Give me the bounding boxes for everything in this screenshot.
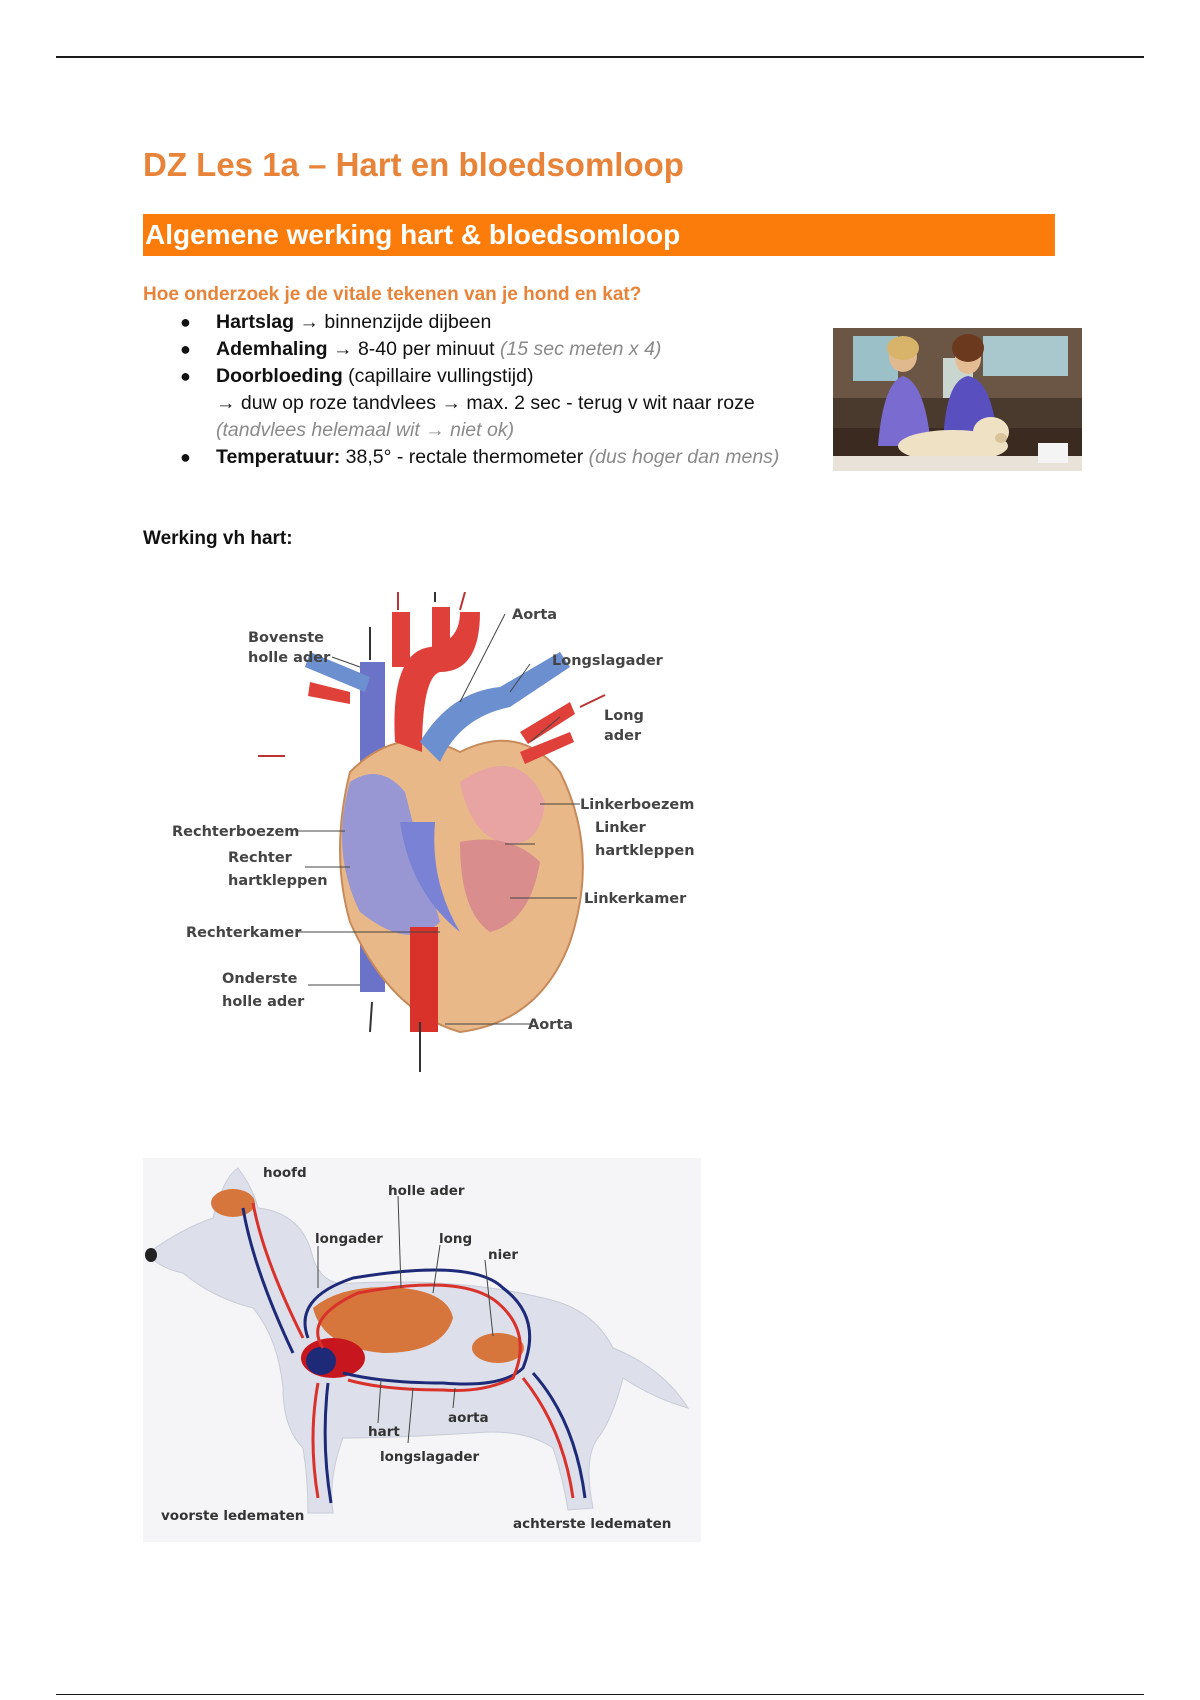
label-holle-ader: holle ader: [388, 1183, 465, 1199]
temperatuur-label: Temperatuur:: [216, 446, 341, 468]
label-longslagader: longslagader: [380, 1449, 480, 1465]
label-achterste-ledematen: achterste ledematen: [513, 1516, 672, 1532]
doorbloeding-label: Doorbloeding: [216, 365, 343, 387]
label-rechterkamer: Rechterkamer: [186, 925, 302, 941]
dog-nose: [145, 1248, 157, 1262]
bullet-icon: ●: [180, 312, 191, 332]
list-item-ademhaling: [180, 336, 820, 363]
arrow-icon: →: [441, 392, 461, 414]
doorbloeding-note-end: niet ok): [450, 419, 515, 441]
bullet-icon: ●: [180, 447, 191, 467]
list-item-hartslag: [180, 309, 820, 336]
section-header: Algemene werking hart & bloedsomloop: [145, 219, 681, 250]
bullet-icon: ●: [180, 339, 191, 359]
doorbloeding-text: (capillaire vullingstijd): [348, 365, 534, 387]
label-long: Long: [604, 708, 644, 724]
label-hartkleppen-rechts: hartkleppen: [228, 873, 328, 889]
doorbloeding-result: max. 2 sec - terug v wit naar roze: [466, 392, 755, 414]
label-voorste-ledematen: voorste ledematen: [161, 1508, 305, 1524]
label-hartkleppen-links: hartkleppen: [595, 843, 695, 859]
label-nier: nier: [488, 1247, 519, 1263]
section-banner: [143, 214, 1055, 256]
kidney-organ: [472, 1333, 524, 1363]
label-aorta: aorta: [448, 1410, 489, 1426]
doorbloeding-note: (tandvlees helemaal wit: [216, 419, 420, 441]
ademhaling-text: 8-40 per minuut: [357, 338, 495, 360]
list-item-doorbloeding: [180, 363, 820, 444]
ademhaling-note: (15 sec meten x 4): [499, 338, 662, 360]
label-bovenste: Bovenste: [248, 630, 325, 646]
hartslag-text: binnenzijde dijbeen: [324, 311, 492, 333]
temperatuur-text: 38,5° - rectale thermometer: [345, 446, 584, 468]
label-holle-ader-top: holle ader: [248, 650, 331, 666]
hartslag-label: Hartslag: [216, 311, 295, 333]
label-onderste: Onderste: [222, 971, 298, 987]
label-aorta-top: Aorta: [512, 607, 558, 623]
question-heading: Hoe onderzoek je de vitale tekenen van je hond en kat?: [143, 284, 642, 305]
list-item-temperatuur: [180, 444, 820, 471]
bottom-rule: [56, 1694, 1144, 1695]
label-holle-ader-bottom: holle ader: [222, 994, 305, 1010]
label-linkerkamer: Linkerkamer: [584, 891, 687, 907]
label-aorta-bottom: Aorta: [528, 1017, 574, 1033]
label-longader: longader: [315, 1231, 383, 1247]
label-longslagader: Longslagader: [552, 653, 663, 669]
descending-aorta: [410, 927, 438, 1032]
heart-subheading: Werking vh hart:: [143, 528, 293, 549]
temperatuur-note: (dus hoger dan mens): [588, 446, 780, 468]
ademhaling-label: Ademhaling: [216, 338, 328, 360]
page-title: DZ Les 1a – Hart en bloedsomloop: [143, 146, 684, 183]
vet-clinic-photo: [833, 328, 1082, 471]
top-rule: [56, 56, 1144, 58]
heart-diagram: [160, 592, 720, 1082]
bullet-icon: ●: [180, 366, 191, 386]
arrow-icon: →: [299, 311, 319, 333]
label-long: long: [439, 1231, 473, 1247]
label-hoofd: hoofd: [263, 1165, 307, 1181]
label-ader: ader: [604, 728, 642, 744]
label-linkerboezem: Linkerboezem: [580, 797, 695, 813]
label-hart: hart: [368, 1424, 400, 1440]
label-linker: Linker: [595, 820, 646, 836]
arrow-icon: →: [333, 338, 353, 360]
vitals-list: [180, 309, 820, 471]
dog-circulation-diagram: [143, 1158, 701, 1542]
brain-organ: [211, 1189, 255, 1217]
doorbloeding-step: duw op roze tandvlees: [240, 392, 437, 414]
label-rechterboezem: Rechterboezem: [172, 824, 300, 840]
arrow-icon: →: [425, 419, 445, 441]
label-rechter: Rechter: [228, 850, 292, 866]
arrow-icon: →: [216, 392, 236, 414]
